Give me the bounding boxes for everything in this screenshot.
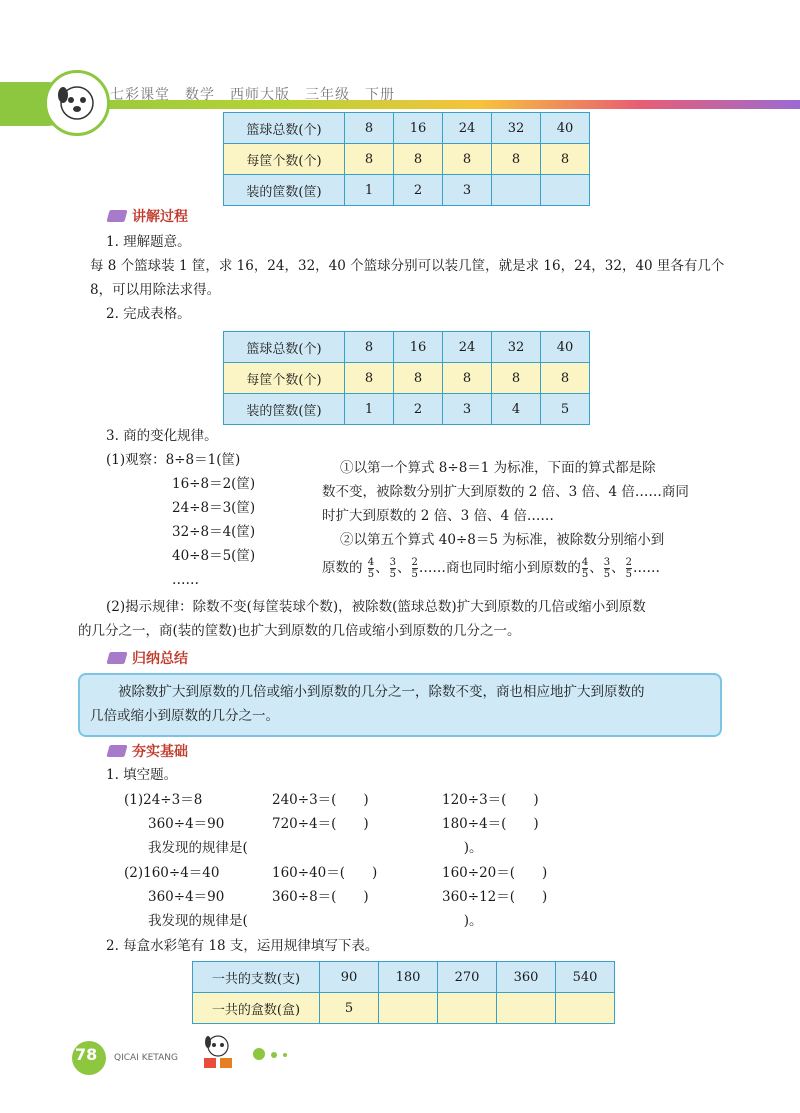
book-icon bbox=[106, 210, 127, 222]
table-cell: 360 bbox=[497, 962, 556, 993]
note-text: 原数的 bbox=[322, 560, 363, 576]
table-cell: 8 bbox=[492, 144, 541, 175]
fraction-denominator: 5 bbox=[411, 569, 418, 580]
equation: 24÷8＝3(筐) bbox=[172, 500, 256, 516]
exercise-item: (2)160÷4＝40 bbox=[124, 865, 220, 881]
fraction-denominator: 5 bbox=[625, 569, 633, 580]
table-cell: 90 bbox=[320, 962, 379, 993]
exercise-title: 1. 填空题。 bbox=[106, 767, 178, 783]
table-cell: 40 bbox=[541, 332, 590, 363]
fraction-numerator: 4 bbox=[581, 557, 589, 568]
fraction-denominator: 5 bbox=[389, 569, 397, 580]
table-row bbox=[224, 363, 590, 394]
note-line: ②以第五个算式 40÷8＝5 为标准，被除数分别缩小到 bbox=[340, 532, 665, 548]
separator: 、 bbox=[375, 560, 389, 576]
table-cell[interactable] bbox=[379, 993, 438, 1024]
fraction bbox=[604, 557, 610, 580]
rule-answer[interactable]: 我发现的规律是( )。 bbox=[148, 913, 483, 929]
table-cell: 8 bbox=[443, 363, 492, 394]
fraction bbox=[390, 557, 396, 580]
exercise-item: 360÷4＝90 bbox=[148, 889, 225, 905]
table-cell: 2 bbox=[394, 394, 443, 425]
table-row bbox=[193, 993, 615, 1024]
exercise-item[interactable]: 240÷3＝( ) bbox=[272, 792, 369, 808]
equation: …… bbox=[172, 572, 199, 588]
table-cell: 270 bbox=[438, 962, 497, 993]
exercise-title: 2. 每盒水彩笔有 18 支，运用规律填写下表。 bbox=[106, 938, 379, 954]
mascot-logo-icon bbox=[44, 70, 110, 136]
fraction-denominator: 5 bbox=[367, 569, 375, 580]
table-cell: 篮球总数(个) bbox=[224, 332, 345, 363]
table-cell: 24 bbox=[443, 332, 492, 363]
table-cell: 8 bbox=[443, 144, 492, 175]
table-cell: 每筐个数(个) bbox=[224, 144, 345, 175]
table-cell: 8 bbox=[345, 113, 394, 144]
table-cell: 24 bbox=[443, 113, 492, 144]
equation: (1)观察：8÷8＝1(筐) bbox=[106, 452, 241, 468]
note-line: 数不变，被除数分别扩大到原数的 2 倍、3 倍、4 倍……商同 bbox=[322, 484, 689, 500]
summary-line: 几倍或缩小到原数的几分之一。 bbox=[90, 708, 279, 724]
table-cell: 8 bbox=[345, 363, 394, 394]
table-row bbox=[193, 962, 615, 993]
exercise-item[interactable]: 160÷20＝( ) bbox=[442, 865, 548, 881]
table-cell: 8 bbox=[541, 363, 590, 394]
table-cell: 一共的支数(支) bbox=[193, 962, 320, 993]
fraction-denominator: 5 bbox=[581, 569, 589, 580]
exercise-item: 360÷4＝90 bbox=[148, 816, 225, 832]
note-text: ……商也同时缩小到原数的 bbox=[418, 560, 581, 576]
note-line-fractions bbox=[322, 557, 660, 580]
table-cell: 16 bbox=[394, 332, 443, 363]
table-row bbox=[224, 394, 590, 425]
table-cell: 40 bbox=[541, 113, 590, 144]
fraction bbox=[412, 557, 418, 580]
fraction-denominator: 5 bbox=[603, 569, 611, 580]
table-cell: 装的筐数(筐) bbox=[224, 175, 345, 206]
section-heading bbox=[108, 206, 188, 226]
table-cell: 8 bbox=[394, 144, 443, 175]
note-text: …… bbox=[633, 560, 661, 576]
section-title: 归纳总结 bbox=[132, 651, 188, 667]
table-cell: 540 bbox=[556, 962, 615, 993]
page-header bbox=[0, 38, 800, 103]
separator: 、 bbox=[611, 560, 625, 576]
table-cell[interactable] bbox=[492, 175, 541, 206]
separator: 、 bbox=[589, 560, 603, 576]
equation: 40÷8＝5(筐) bbox=[172, 548, 256, 564]
paragraph-line: 每 8 个篮球装 1 筐，求 16，24，32，40 个篮球分别可以装几筐，就是求 16，24，32，40 里各有几个 bbox=[90, 258, 725, 274]
table-cell[interactable] bbox=[541, 175, 590, 206]
book-icon bbox=[106, 652, 127, 664]
table-cell: 1 bbox=[345, 175, 394, 206]
table-cell: 180 bbox=[379, 962, 438, 993]
exercise-item: (1)24÷3＝8 bbox=[124, 792, 203, 808]
table-3 bbox=[192, 961, 615, 1024]
table-cell: 一共的盒数(盒) bbox=[193, 993, 320, 1024]
table-cell: 装的筐数(筐) bbox=[224, 394, 345, 425]
note-line: 时扩大到原数的 2 倍、3 倍、4 倍…… bbox=[322, 508, 554, 524]
fraction-numerator: 3 bbox=[389, 557, 397, 568]
exercise-item[interactable]: 360÷8＝( ) bbox=[272, 889, 369, 905]
step-title: 3. 商的变化规律。 bbox=[106, 428, 218, 444]
fraction-numerator: 2 bbox=[625, 557, 633, 568]
table-cell: 每筐个数(个) bbox=[224, 363, 345, 394]
fraction bbox=[626, 557, 632, 580]
table-cell[interactable] bbox=[497, 993, 556, 1024]
table-cell: 8 bbox=[492, 363, 541, 394]
table-cell: 5 bbox=[320, 993, 379, 1024]
exercise-item[interactable]: 360÷12＝( ) bbox=[442, 889, 548, 905]
step-title: 2. 完成表格。 bbox=[106, 306, 191, 322]
footer-brand: QICAI KETANG bbox=[114, 1053, 178, 1063]
note-line: ①以第一个算式 8÷8＝1 为标准，下面的算式都是除 bbox=[340, 460, 656, 476]
mascot-footer-icon bbox=[196, 1030, 240, 1074]
table-row bbox=[224, 113, 590, 144]
table-row bbox=[224, 175, 590, 206]
step-title: 1. 理解题意。 bbox=[106, 234, 191, 250]
equation: 16÷8＝2(筐) bbox=[172, 476, 256, 492]
exercise-item[interactable]: 160÷40＝( ) bbox=[272, 865, 378, 881]
decor-dot-icon bbox=[253, 1048, 265, 1060]
table-cell: 2 bbox=[394, 175, 443, 206]
exercise-item[interactable]: 180÷4＝( ) bbox=[442, 816, 539, 832]
rule-line: (2)揭示规律：除数不变(每筐装球个数)，被除数(篮球总数)扩大到原数的几倍或缩小到原数 bbox=[106, 599, 646, 615]
rule-line: 的几分之一，商(装的筐数)也扩大到原数的几倍或缩小到原数的几分之一。 bbox=[78, 623, 521, 639]
rule-answer[interactable]: 我发现的规律是( )。 bbox=[148, 840, 483, 856]
book-icon bbox=[106, 745, 127, 757]
table-cell: 32 bbox=[492, 332, 541, 363]
table-cell: 3 bbox=[443, 175, 492, 206]
table-cell: 篮球总数(个) bbox=[224, 113, 345, 144]
table-row bbox=[224, 332, 590, 363]
separator: 、 bbox=[397, 560, 411, 576]
table-cell: 8 bbox=[394, 363, 443, 394]
page-number: 78 bbox=[75, 1045, 98, 1064]
decor-dot-icon bbox=[271, 1052, 277, 1058]
section-heading bbox=[108, 741, 188, 761]
fraction-numerator: 2 bbox=[411, 557, 418, 568]
table-cell: 16 bbox=[394, 113, 443, 144]
section-title: 夯实基础 bbox=[132, 744, 188, 760]
decor-dot-icon bbox=[283, 1053, 287, 1057]
table-cell: 5 bbox=[541, 394, 590, 425]
fraction-numerator: 4 bbox=[367, 557, 375, 568]
table-1 bbox=[223, 112, 590, 206]
section-heading bbox=[108, 648, 188, 668]
fraction-numerator: 3 bbox=[603, 557, 611, 568]
table-cell: 8 bbox=[541, 144, 590, 175]
fraction bbox=[368, 557, 374, 580]
header-title: 七彩课堂 数学 西师大版 三年级 下册 bbox=[110, 87, 395, 103]
table-cell[interactable] bbox=[438, 993, 497, 1024]
exercise-item[interactable]: 120÷3＝( ) bbox=[442, 792, 539, 808]
table-row bbox=[224, 144, 590, 175]
table-cell: 1 bbox=[345, 394, 394, 425]
fraction bbox=[582, 557, 588, 580]
table-cell: 4 bbox=[492, 394, 541, 425]
table-cell: 8 bbox=[345, 144, 394, 175]
table-cell: 32 bbox=[492, 113, 541, 144]
table-cell: 8 bbox=[345, 332, 394, 363]
table-cell[interactable] bbox=[556, 993, 615, 1024]
paragraph-line: 8，可以用除法求得。 bbox=[90, 282, 221, 298]
table-cell: 3 bbox=[443, 394, 492, 425]
table-2 bbox=[223, 331, 590, 425]
section-title: 讲解过程 bbox=[132, 209, 188, 225]
exercise-item[interactable]: 720÷4＝( ) bbox=[272, 816, 369, 832]
summary-line: 被除数扩大到原数的几倍或缩小到原数的几分之一，除数不变，商也相应地扩大到原数的 bbox=[118, 684, 645, 700]
equation: 32÷8＝4(筐) bbox=[172, 524, 256, 540]
